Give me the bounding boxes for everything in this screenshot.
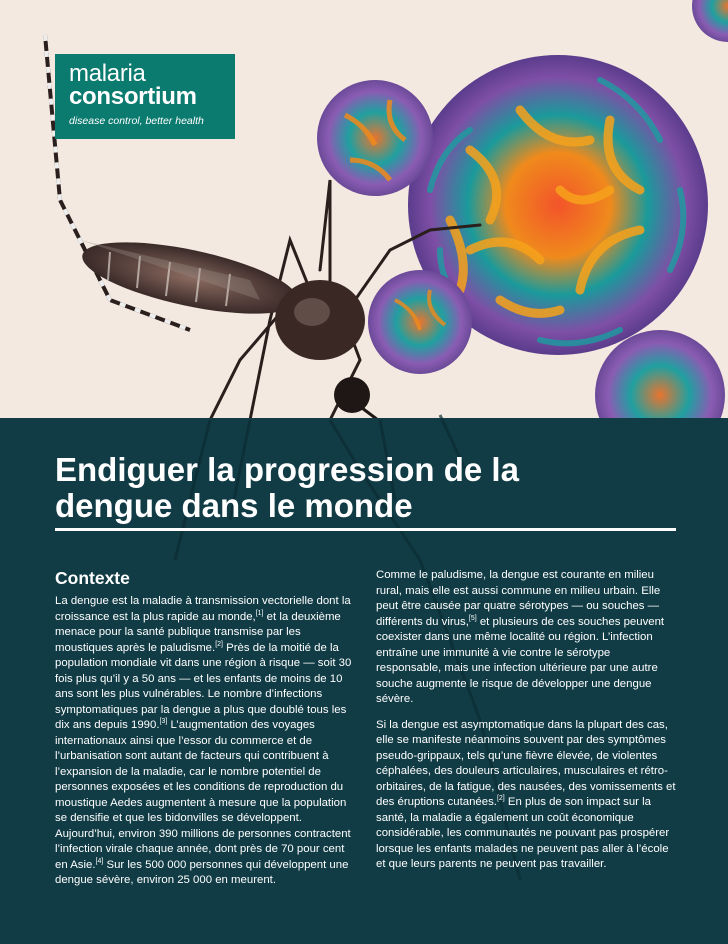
text-run: Près de la moitié de la population mondiale vit dans une région à risque — soit 30 fois plus qu’il y a 50 ans — et les enfants de moins de 10 ans sont les plus vulnérables. Le nombre d’infections symptomatiques par la dengue a plus que doublé tous les dix ans depuis 1990.	[55, 641, 352, 731]
text-run: L’augmentation des voyages internationaux ainsi que l’essor du commerce et de l’urbanisation sont autant de facteurs qui contribuent à l’expansion de la maladie, car le nombre potentiel de personnes exposées et les conditions de reproduction du moustique Aedes augmentent à mesure que la population se densifie et que les bidonvilles se développent. Aujourd’hui, environ 390 millions de personnes contractent l’infection virale chaque année, dont près de 70 pour cent en Asie.	[55, 719, 351, 871]
virus-particle-corner	[692, 0, 728, 42]
logo-line-1: malaria	[69, 60, 146, 87]
text-run: Comme le paludisme, la dengue est courante en milieu rural, mais elle est aussi commune en milieu urbain. Elle peut être causée par quatre sérotypes — ou souches — différents du virus,	[376, 569, 661, 628]
title-divider	[55, 528, 676, 531]
virus-particle-middle	[368, 270, 472, 374]
serotype-paragraph	[376, 568, 676, 708]
citation-ref: [5]	[468, 614, 477, 622]
text-run: et plusieurs de ces souches peuvent coexister dans une même localité ou région. L’infection entraîne une immunité à vie contre le sérotype responsable, mais une infection ultérieure par une autre souche augmente le risque de développer une dengue sévère.	[376, 615, 665, 705]
right-column	[376, 568, 676, 873]
logo-line-2: consortium	[69, 83, 197, 110]
text-run: Sur les 500 000 personnes qui développent une dengue sévère, environ 25 000 en meurent.	[55, 858, 349, 886]
logo-tagline: disease control, better health	[69, 115, 204, 127]
citation-ref: [2]	[215, 640, 223, 648]
citation-ref: [4]	[95, 857, 104, 865]
citation-ref: [1]	[255, 609, 264, 617]
section-heading: Contexte	[55, 568, 130, 588]
symptoms-paragraph	[376, 718, 676, 873]
context-paragraph	[55, 594, 355, 889]
page-title	[55, 452, 675, 524]
text-run: et la deuxième menace pour la santé publique transmise par les moustiques après le paludisme.	[55, 610, 341, 654]
hero-image	[0, 0, 728, 420]
title-line-1: Endiguer la progression de la	[55, 451, 519, 488]
citation-ref: [2]	[496, 795, 505, 803]
title-line-2: dengue dans le monde	[55, 487, 413, 524]
text-run: En plus de son impact sur la santé, la maladie a également un coût économique considérable, les communautés ne pouvant pas prospérer lorsque les enfants malades ne peuvent pas aller à l’école et que leurs parents ne peuvent pas travailler.	[376, 796, 670, 870]
left-column	[55, 568, 355, 889]
text-run: Si la dengue est asymptomatique dans la plupart des cas, elle se manifeste néanmoins souvent par des symptômes pseudo-grippaux, tels qu’une fièvre élevée, de violentes céphalées, des douleurs articulaires, musculaires et rétro-orbitaires, de la fatigue, des nausées, des vomissements et des éruptions cutanées.	[376, 718, 676, 808]
virus-particle-upper-left	[317, 80, 433, 196]
malaria-consortium-logo	[55, 54, 235, 139]
text-run: La dengue est la maladie à transmission vectorielle dont la croissance est la plus rapide au monde,	[55, 595, 351, 623]
citation-ref: [3]	[159, 718, 168, 726]
